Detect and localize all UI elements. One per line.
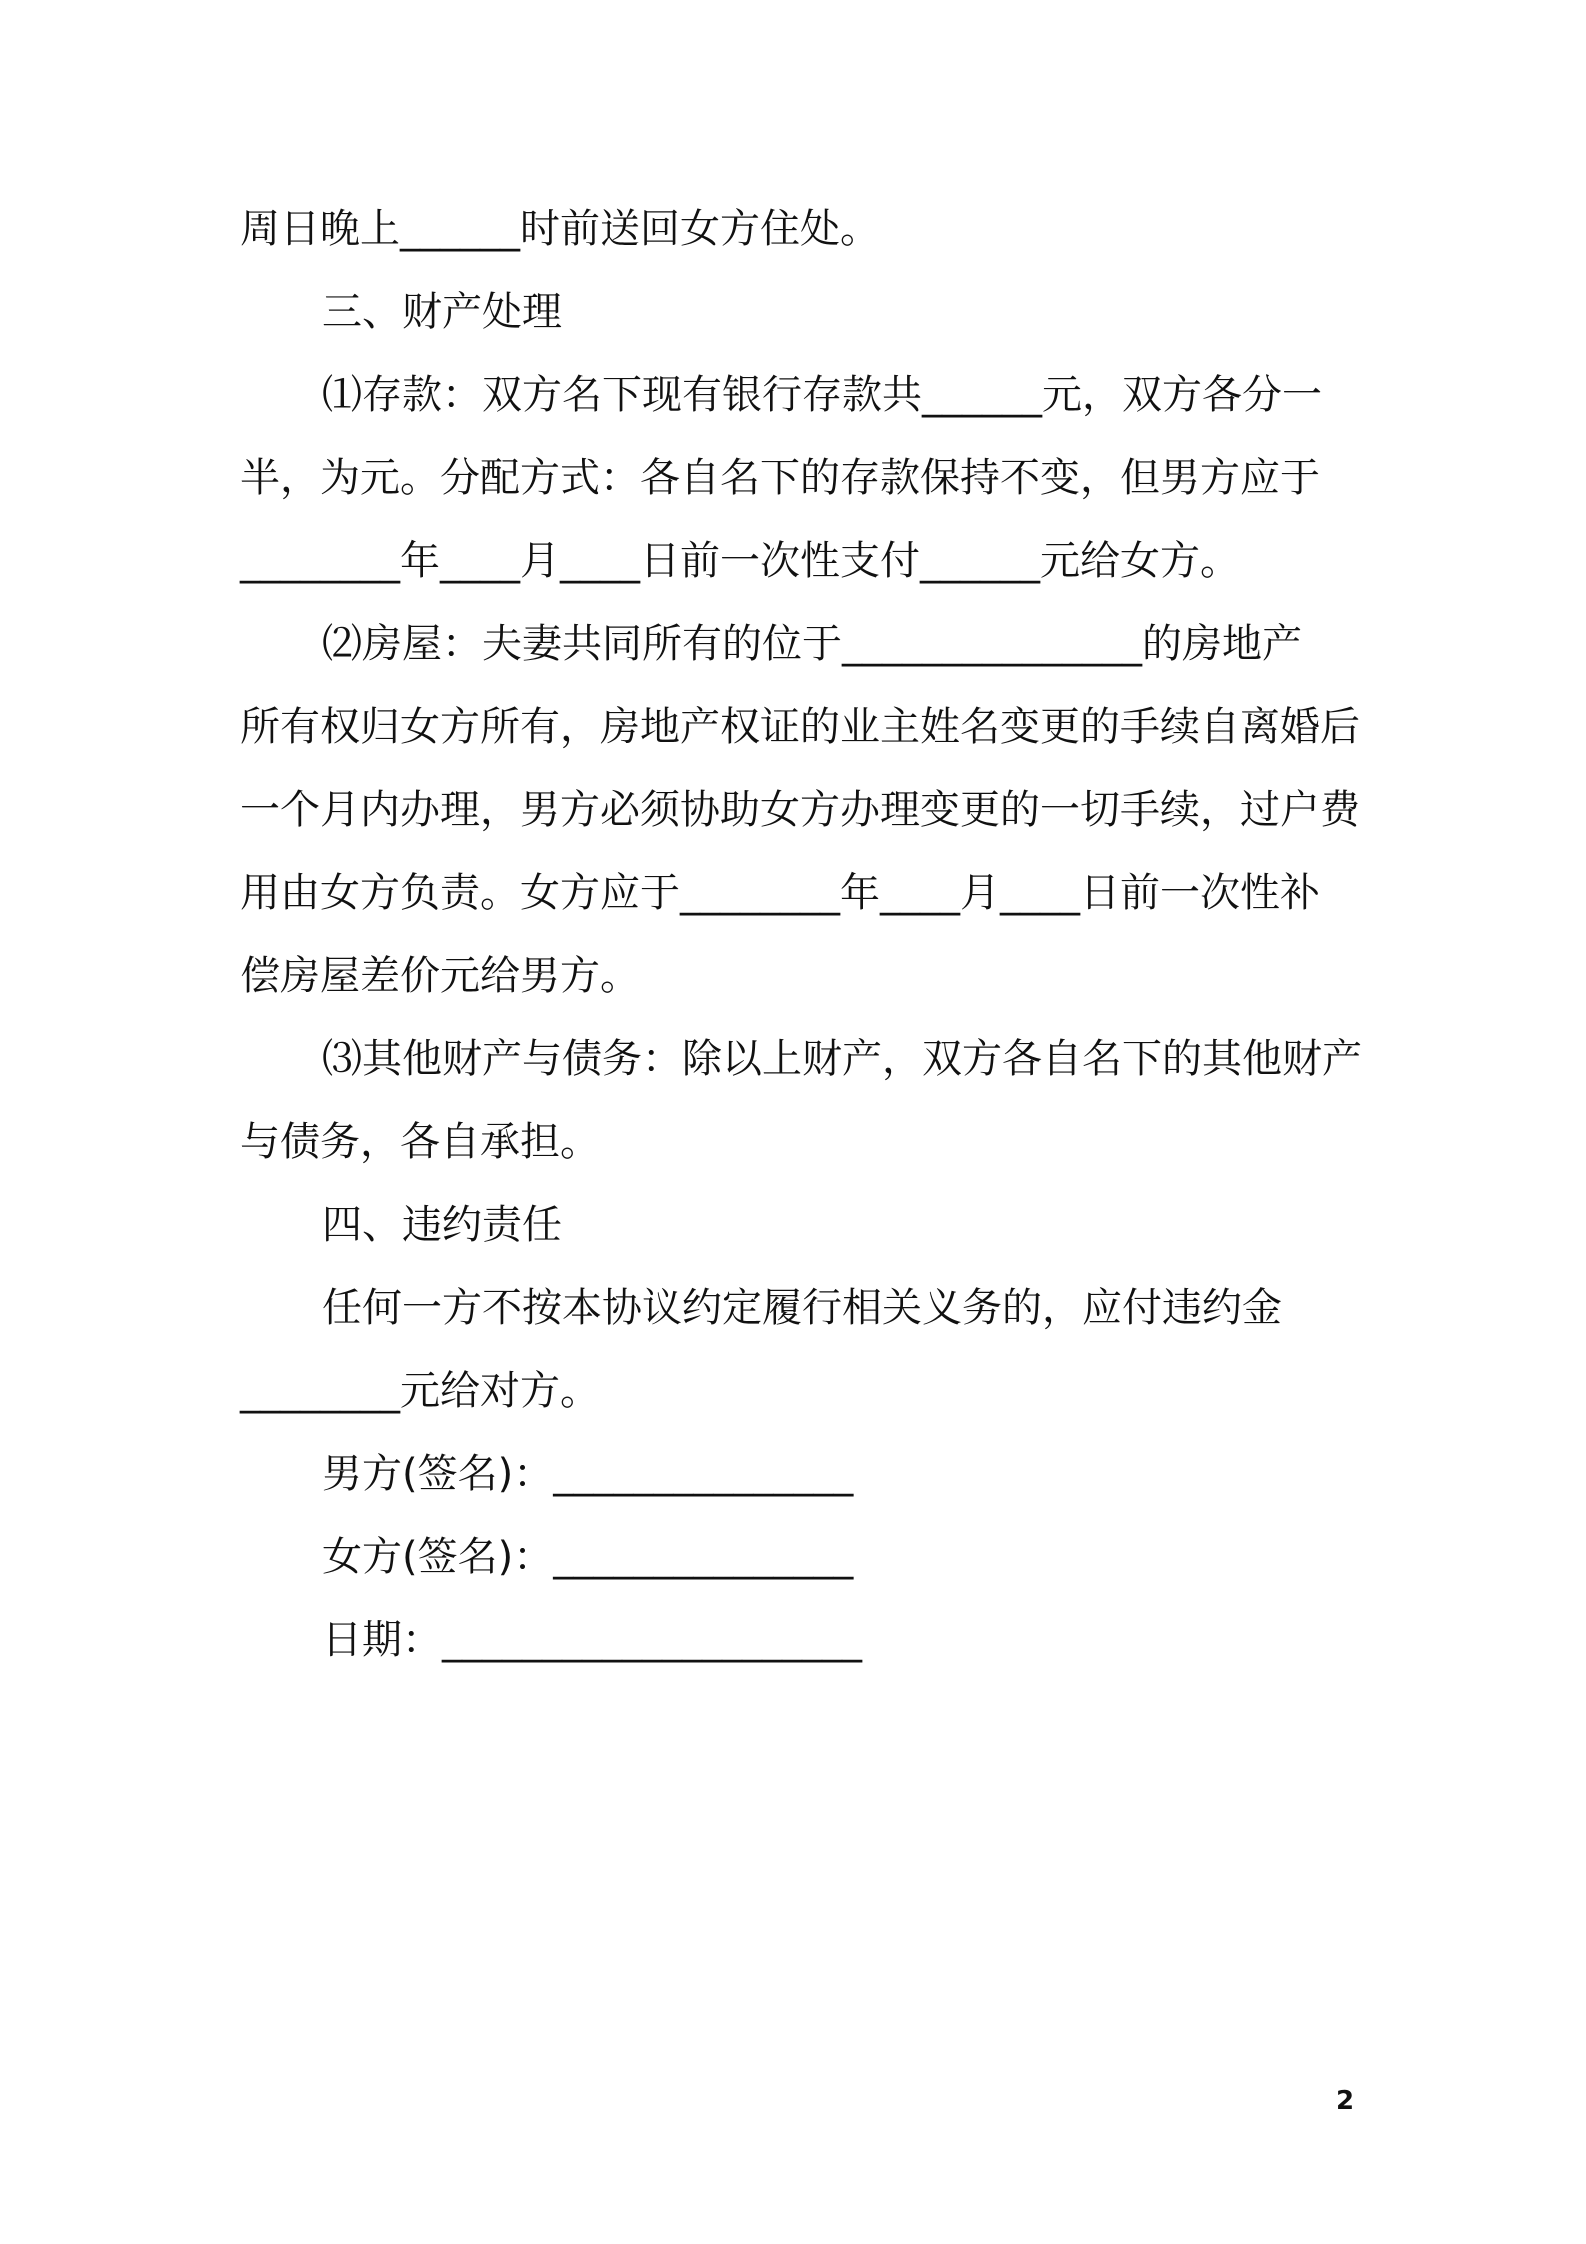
text-line: 周日晚上______时前送回女方住处。	[240, 206, 880, 252]
text-line: ________元给对方。	[240, 1368, 600, 1414]
text-line: ⑴存款：双方名下现有银行存款共______元，双方各分一	[322, 372, 1322, 418]
section-heading-liability: 四、违约责任	[322, 1202, 562, 1248]
text-line: 任何一方不按本协议约定履行相关义务的，应付违约金	[322, 1285, 1282, 1331]
signature-line-male: 男方(签名)：_______________	[322, 1451, 854, 1497]
text-line: 偿房屋差价元给男方。	[240, 953, 640, 999]
date-line: 日期：_____________________	[322, 1617, 862, 1663]
text-line: 用由女方负责。女方应于________年____月____日前一次性补	[240, 870, 1320, 916]
text-line: 所有权归女方所有，房地产权证的业主姓名变更的手续自离婚后	[240, 704, 1360, 750]
page-number: 2	[1336, 2086, 1355, 2116]
text-line: ________年____月____日前一次性支付______元给女方。	[240, 538, 1240, 584]
section-heading-property: 三、财产处理	[322, 289, 562, 335]
text-line: 与债务，各自承担。	[240, 1119, 600, 1165]
text-line: 一个月内办理，男方必须协助女方办理变更的一切手续，过户费	[240, 787, 1360, 833]
signature-line-female: 女方(签名)：_______________	[322, 1534, 854, 1580]
text-line: ⑶其他财产与债务：除以上财产，双方各自名下的其他财产	[322, 1036, 1362, 1082]
text-line: ⑵房屋：夫妻共同所有的位于_______________的房地产	[322, 621, 1302, 667]
text-line: 半，为元。分配方式：各自名下的存款保持不变，但男方应于	[240, 455, 1320, 501]
